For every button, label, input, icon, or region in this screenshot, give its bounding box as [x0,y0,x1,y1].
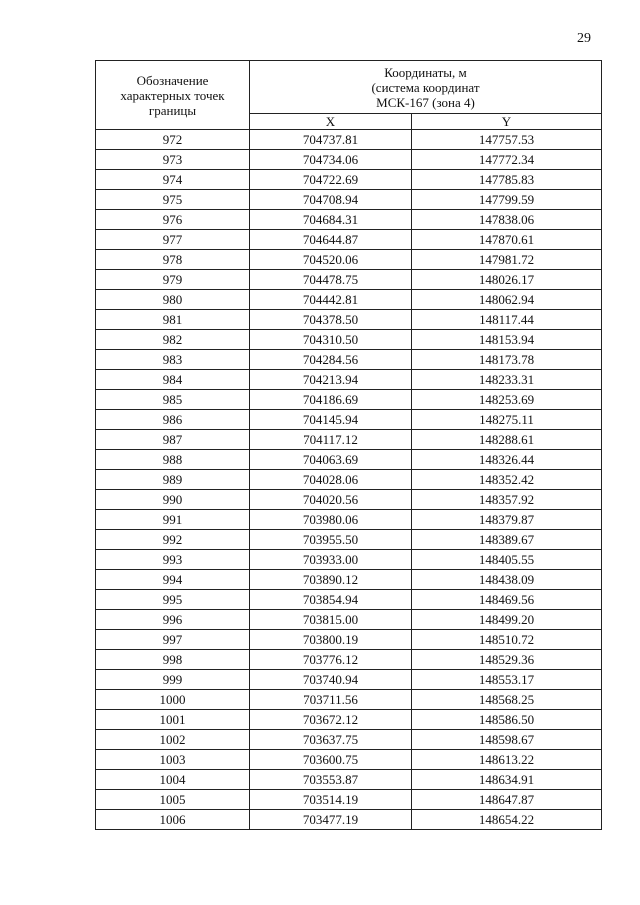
point-id-cell: 1000 [96,690,250,710]
y-coordinate-cell: 148553.17 [412,670,602,690]
point-id-cell: 1002 [96,730,250,750]
x-coordinate-cell: 704684.31 [250,210,412,230]
point-id-cell: 995 [96,590,250,610]
y-coordinate-cell: 148173.78 [412,350,602,370]
y-coordinate-cell: 148586.50 [412,710,602,730]
header-point-designation [96,61,250,130]
x-coordinate-cell: 704378.50 [250,310,412,330]
table-row [96,790,602,810]
y-coordinate-cell: 148233.31 [412,370,602,390]
y-coordinate-cell: 148510.72 [412,630,602,650]
table-row [96,450,602,470]
coordinates-table [95,60,602,830]
y-coordinate-cell: 147799.59 [412,190,602,210]
table-row [96,350,602,370]
point-id-cell: 992 [96,530,250,550]
point-id-cell: 1006 [96,810,250,830]
table-row [96,430,602,450]
y-coordinate-cell: 148379.87 [412,510,602,530]
point-id-cell: 980 [96,290,250,310]
table-row [96,250,602,270]
table-row [96,730,602,750]
y-coordinate-cell: 147870.61 [412,230,602,250]
x-coordinate-cell: 704028.06 [250,470,412,490]
x-coordinate-cell: 704117.12 [250,430,412,450]
header-point-line: границы [148,102,197,118]
point-id-cell: 987 [96,430,250,450]
point-id-cell: 998 [96,650,250,670]
y-coordinate-cell: 148026.17 [412,270,602,290]
x-coordinate-cell: 703553.87 [250,770,412,790]
x-coordinate-cell: 704310.50 [250,330,412,350]
x-coordinate-cell: 704722.69 [250,170,412,190]
y-coordinate-cell: 147785.83 [412,170,602,190]
table-row [96,810,602,830]
table-row [96,490,602,510]
table-body [96,130,602,830]
x-coordinate-cell: 703955.50 [250,530,412,550]
table-row [96,150,602,170]
header-coords-line: МСК-167 (зона 4) [376,94,475,110]
x-coordinate-cell: 704520.06 [250,250,412,270]
x-coordinate-cell: 703477.19 [250,810,412,830]
point-id-cell: 990 [96,490,250,510]
y-coordinate-cell: 148438.09 [412,570,602,590]
y-coordinate-cell: 148654.22 [412,810,602,830]
y-coordinate-cell: 148598.67 [412,730,602,750]
x-coordinate-cell: 704063.69 [250,450,412,470]
point-id-cell: 974 [96,170,250,190]
y-coordinate-cell: 148613.22 [412,750,602,770]
x-coordinate-cell: 704213.94 [250,370,412,390]
x-coordinate-cell: 703890.12 [250,570,412,590]
y-coordinate-cell: 148469.56 [412,590,602,610]
table-row [96,750,602,770]
table-row [96,770,602,790]
header-coords-line: (система координат [371,79,480,95]
point-id-cell: 977 [96,230,250,250]
y-coordinate-cell: 148288.61 [412,430,602,450]
table-row [96,130,602,150]
point-id-cell: 989 [96,470,250,490]
x-coordinate-cell: 704734.06 [250,150,412,170]
y-coordinate-cell: 148153.94 [412,330,602,350]
point-id-cell: 982 [96,330,250,350]
header-x: X [250,114,412,130]
table-row [96,570,602,590]
table-row [96,190,602,210]
point-id-cell: 1005 [96,790,250,810]
point-id-cell: 994 [96,570,250,590]
x-coordinate-cell: 703933.00 [250,550,412,570]
y-coordinate-cell: 148647.87 [412,790,602,810]
page-number: 29 [577,31,591,46]
point-id-cell: 984 [96,370,250,390]
y-coordinate-cell: 148352.42 [412,470,602,490]
table-row [96,710,602,730]
point-id-cell: 975 [96,190,250,210]
y-coordinate-cell: 147772.34 [412,150,602,170]
y-coordinate-cell: 148117.44 [412,310,602,330]
y-coordinate-cell: 148568.25 [412,690,602,710]
table-row [96,650,602,670]
point-id-cell: 973 [96,150,250,170]
point-id-cell: 993 [96,550,250,570]
x-coordinate-cell: 703854.94 [250,590,412,610]
x-coordinate-cell: 704020.56 [250,490,412,510]
table-row [96,370,602,390]
table-row [96,590,602,610]
x-coordinate-cell: 703637.75 [250,730,412,750]
y-coordinate-cell: 148253.69 [412,390,602,410]
y-coordinate-cell: 148529.36 [412,650,602,670]
point-id-cell: 983 [96,350,250,370]
x-coordinate-cell: 703980.06 [250,510,412,530]
point-id-cell: 996 [96,610,250,630]
table-row [96,630,602,650]
point-id-cell: 979 [96,270,250,290]
point-id-cell: 1004 [96,770,250,790]
x-coordinate-cell: 703514.19 [250,790,412,810]
y-coordinate-cell: 148275.11 [412,410,602,430]
y-coordinate-cell: 148634.91 [412,770,602,790]
y-coordinate-cell: 147757.53 [412,130,602,150]
x-coordinate-cell: 703740.94 [250,670,412,690]
y-coordinate-cell: 147838.06 [412,210,602,230]
point-id-cell: 985 [96,390,250,410]
table-row [96,530,602,550]
y-coordinate-cell: 148405.55 [412,550,602,570]
x-coordinate-cell: 703711.56 [250,690,412,710]
point-id-cell: 976 [96,210,250,230]
table-row [96,230,602,250]
x-coordinate-cell: 703800.19 [250,630,412,650]
point-id-cell: 999 [96,670,250,690]
table-row [96,610,602,630]
table-header [96,61,602,130]
table-row [96,330,602,350]
x-coordinate-cell: 704644.87 [250,230,412,250]
x-coordinate-cell: 704145.94 [250,410,412,430]
table-row [96,290,602,310]
x-coordinate-cell: 704186.69 [250,390,412,410]
header-coordinates [250,61,602,114]
x-coordinate-cell: 704708.94 [250,190,412,210]
table-row [96,510,602,530]
y-coordinate-cell: 148062.94 [412,290,602,310]
header-coords-line: Координаты, м [384,64,467,80]
y-coordinate-cell: 148326.44 [412,450,602,470]
x-coordinate-cell: 704478.75 [250,270,412,290]
x-coordinate-cell: 703776.12 [250,650,412,670]
x-coordinate-cell: 703600.75 [250,750,412,770]
table-row [96,390,602,410]
table-row [96,550,602,570]
table-row [96,670,602,690]
table-row [96,170,602,190]
point-id-cell: 978 [96,250,250,270]
header-point-line: характерных точек [120,87,225,103]
point-id-cell: 988 [96,450,250,470]
x-coordinate-cell: 703672.12 [250,710,412,730]
point-id-cell: 1003 [96,750,250,770]
point-id-cell: 997 [96,630,250,650]
point-id-cell: 972 [96,130,250,150]
x-coordinate-cell: 704284.56 [250,350,412,370]
table-row [96,310,602,330]
header-y: Y [412,114,602,130]
y-coordinate-cell: 148499.20 [412,610,602,630]
x-coordinate-cell: 704737.81 [250,130,412,150]
x-coordinate-cell: 704442.81 [250,290,412,310]
x-coordinate-cell: 703815.00 [250,610,412,630]
header-point-line: Обозначение [136,72,209,88]
point-id-cell: 991 [96,510,250,530]
y-coordinate-cell: 148389.67 [412,530,602,550]
point-id-cell: 986 [96,410,250,430]
y-coordinate-cell: 148357.92 [412,490,602,510]
point-id-cell: 1001 [96,710,250,730]
point-id-cell: 981 [96,310,250,330]
table-row [96,270,602,290]
table-row [96,690,602,710]
table-row [96,470,602,490]
table-row [96,210,602,230]
y-coordinate-cell: 147981.72 [412,250,602,270]
table-row [96,410,602,430]
